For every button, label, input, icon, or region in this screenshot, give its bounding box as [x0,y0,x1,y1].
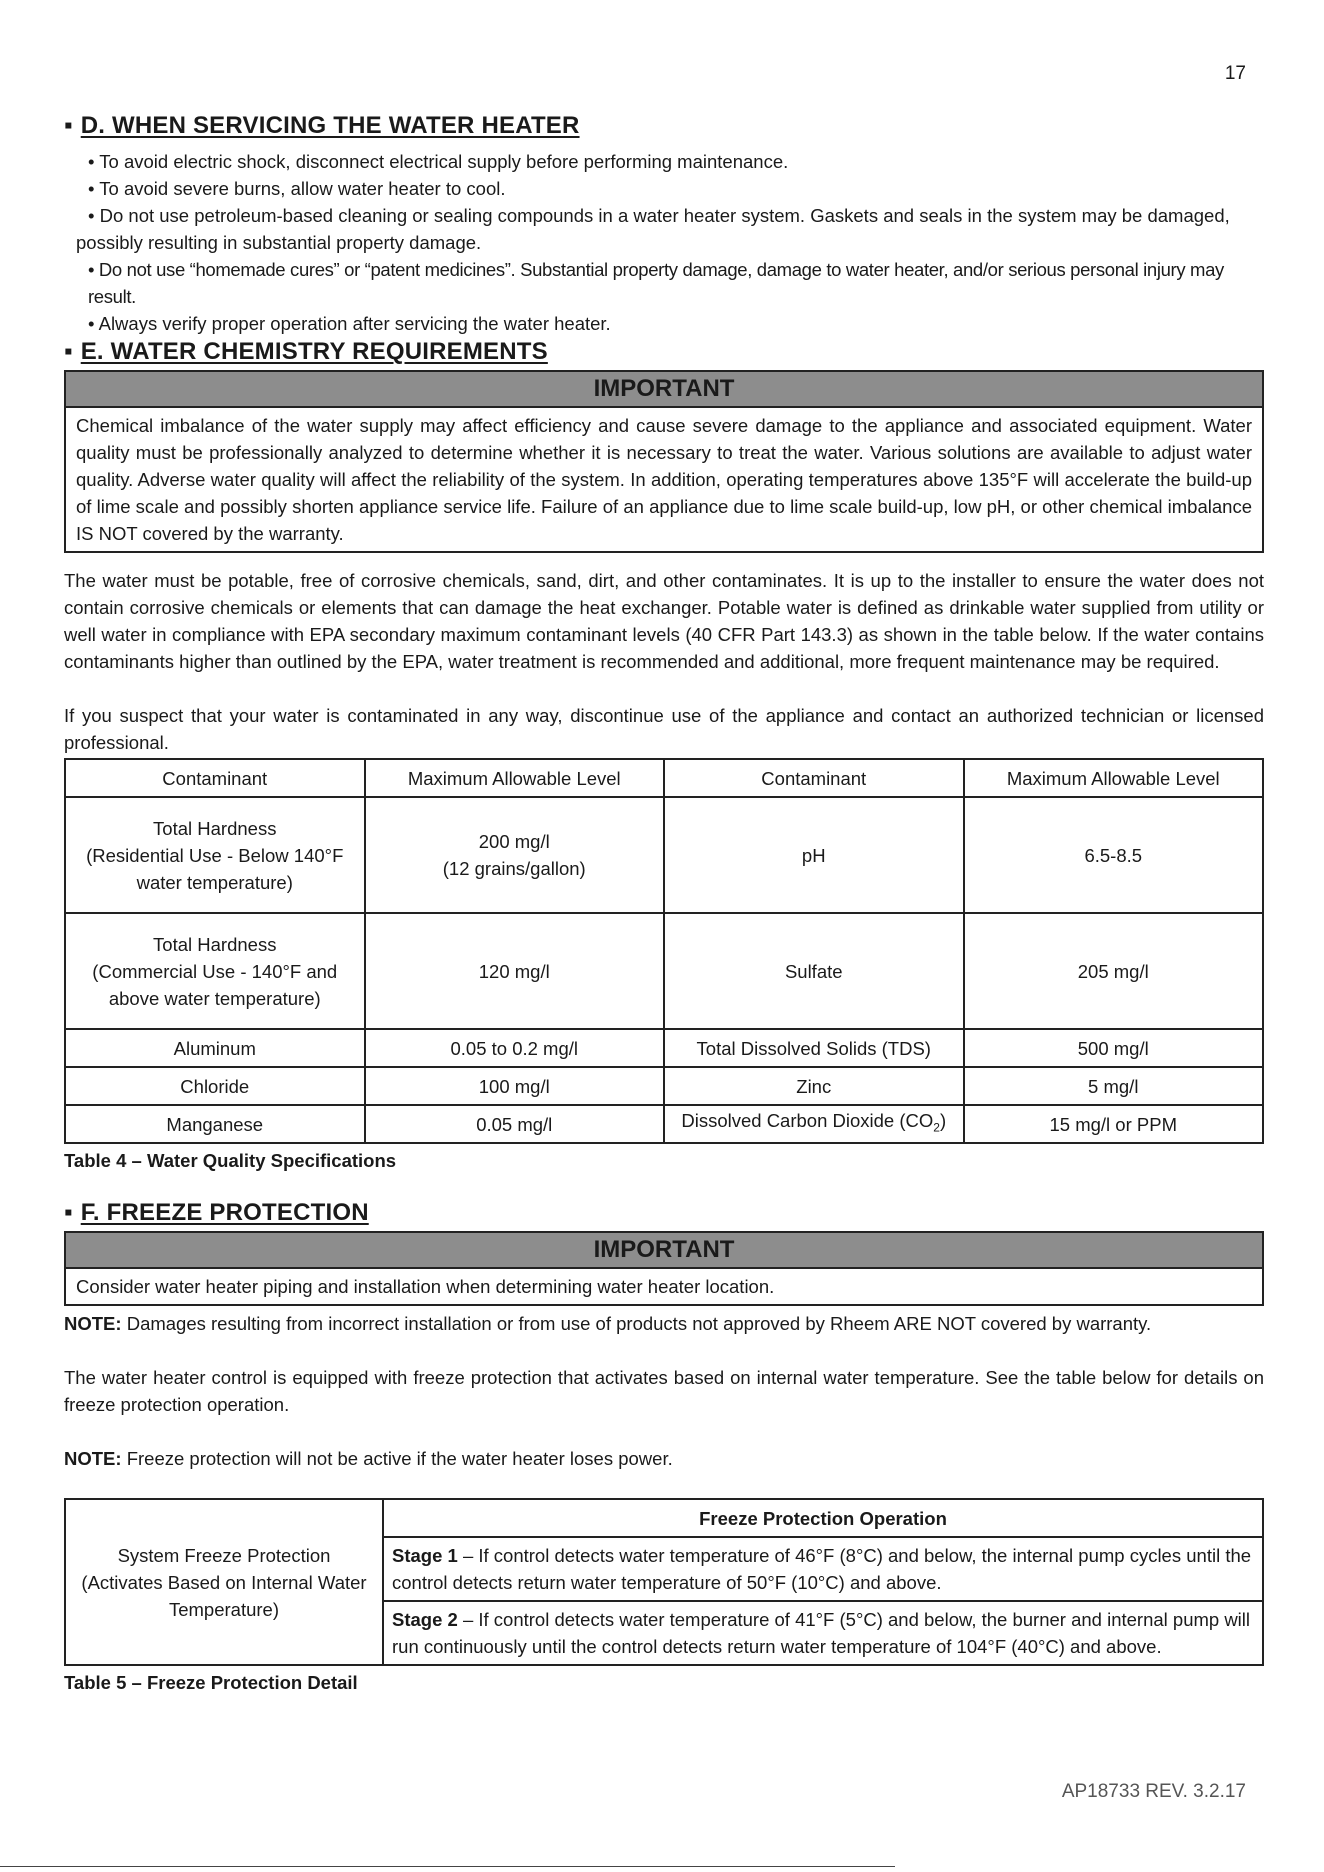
table-cell: Dissolved Carbon Dioxide $(CO_2)$ [664,1105,964,1143]
table-cell: 500 mg/l [964,1029,1264,1067]
table-row [65,797,1263,913]
table-cell: 120 mg/l [365,913,665,1029]
freeze-protection-paragraph: The water heater control is equipped with freeze protection that activates based on internal water temperature. See the table below for details on freeze protection operation. [64,1367,1264,1415]
table-cell: Aluminum [65,1029,365,1067]
table-row [65,1029,1263,1067]
table-row [65,913,1263,1029]
section-f [64,1199,1264,1694]
bottom-divider [0,1866,895,1867]
table-header-row [65,1499,1263,1537]
table-cell: Total Hardness (Commercial Use - 140°F and above water temperature) [65,913,365,1029]
column-header: Maximum Allowable Level [365,759,665,797]
important-box [64,1231,1264,1306]
table-row [65,1105,1263,1143]
table-cell: 5 mg/l [964,1067,1264,1105]
table-cell: pH [664,797,964,913]
table-cell: Sulfate [664,913,964,1029]
table-cell: System Freeze Protection (Activates Based on Internal Water Temperature) [65,1499,383,1665]
document-revision: AP18733 REV. 3.2.17 [1061,1781,1246,1802]
table-cell: 100 mg/l [365,1067,665,1105]
freeze-protection-table [64,1498,1264,1666]
section-e-title: ▪ E. WATER CHEMISTRY REQUIREMENTS [64,338,548,365]
important-text: Chemical imbalance of the water supply may affect efficiency and cause severe damage to the appliance and associated equipment. Water quality must be professionally analyzed to determine whether it is necessary to treat the water. Various solutions are available to adjust water quality. Adverse water quality will affect the reliability of the system. In addition, operating temperatures above 135°F will accelerate the build-up of lime scale and possibly shorten appliance service life. Failure of an appliance due to lime scale build-up, low pH, or other chemical imbalance IS NOT covered by the warranty. [76,415,1252,544]
page-number: 17 [1224,63,1246,84]
potable-water-paragraph: The water must be potable, free of corrosive chemicals, sand, dirt, and other contaminates. It is up to the installer to ensure the water does not contain corrosive chemicals or elements that can damage the heat exchanger. Potable water is defined as drinkable water supplied from utility or well water in compliance with EPA secondary maximum contaminant levels (40 CFR Part 143.3) as shown in the table below. If the water contains contaminants higher than outlined by the EPA, water treatment is recommended and additional, more frequent maintenance may be required. [64,570,1264,672]
table-cell: 200 mg/l (12 grains/gallon) [365,797,665,913]
important-text: Consider water heater piping and installation when determining water heater location. [76,1276,775,1297]
important-heading: IMPORTANT [66,372,1262,408]
table-cell: Manganese [65,1105,365,1143]
note-power-loss: NOTE: Freeze protection will not be active if the water heater loses power. [64,1448,673,1469]
column-header: Maximum Allowable Level [964,759,1264,797]
servicing-list [76,148,1264,337]
contamination-paragraph: If you suspect that your water is contaminated in any way, discontinue use of the appliance and contact an authorized technician or licensed professional. [64,705,1264,753]
section-e [64,338,1264,1172]
column-header: Freeze Protection Operation [383,1499,1263,1537]
table-5-caption: Table 5 – Freeze Protection Detail [64,1672,358,1693]
table-cell: Chloride [65,1067,365,1105]
table-cell: 0.05 to 0.2 mg/l [365,1029,665,1067]
list-item: • Do not use “homemade cures” or “patent medicines”. Substantial property damage, damage to water heater, and/or serious personal injury may result. [88,256,1264,310]
list-item: • Always verify proper operation after servicing the water heater. [88,310,1264,337]
water-quality-table [64,758,1264,1144]
table-header-row [65,759,1263,797]
section-d [64,112,1264,337]
column-header: Contaminant [65,759,365,797]
table-cell: Stage 1 – If control detects water temperature of 46°F (8°C) and below, the internal pump cycles until the control detects return water temperature of 50°F (10°C) and above. [383,1537,1263,1601]
column-header: Contaminant [664,759,964,797]
important-heading: IMPORTANT [66,1233,1262,1269]
table-cell: Zinc [664,1067,964,1105]
important-box [64,370,1264,553]
list-item: • To avoid electric shock, disconnect electrical supply before performing maintenance. [88,148,1264,175]
table-row [65,1067,1263,1105]
section-d-title: ▪ D. WHEN SERVICING THE WATER HEATER [64,112,580,139]
list-item: • Do not use petroleum-based cleaning or sealing compounds in a water heater system. Gaskets and seals in the system may be damaged, possibly resulting in substantial property damage. [88,202,1264,256]
table-cell: Total Dissolved Solids (TDS) [664,1029,964,1067]
table-cell: 6.5-8.5 [964,797,1264,913]
table-cell: Stage 2 – If control detects water temperature of 41°F (5°C) and below, the burner and internal pump will run continuously until the control detects return water temperature of 104°F (40°C) and above. [383,1601,1263,1665]
table-cell: 0.05 mg/l [365,1105,665,1143]
table-cell: 205 mg/l [964,913,1264,1029]
table-cell: 15 mg/l or PPM [964,1105,1264,1143]
list-item: • To avoid severe burns, allow water heater to cool. [88,175,1264,202]
table-4-caption: Table 4 – Water Quality Specifications [64,1150,397,1171]
note-warranty: NOTE: Damages resulting from incorrect installation or from use of products not approved by Rheem ARE NOT covered by warranty. [64,1313,1152,1334]
table-cell: Total Hardness (Residential Use - Below 140°F water temperature) [65,797,365,913]
section-f-title: ▪ F. FREEZE PROTECTION [64,1199,369,1226]
